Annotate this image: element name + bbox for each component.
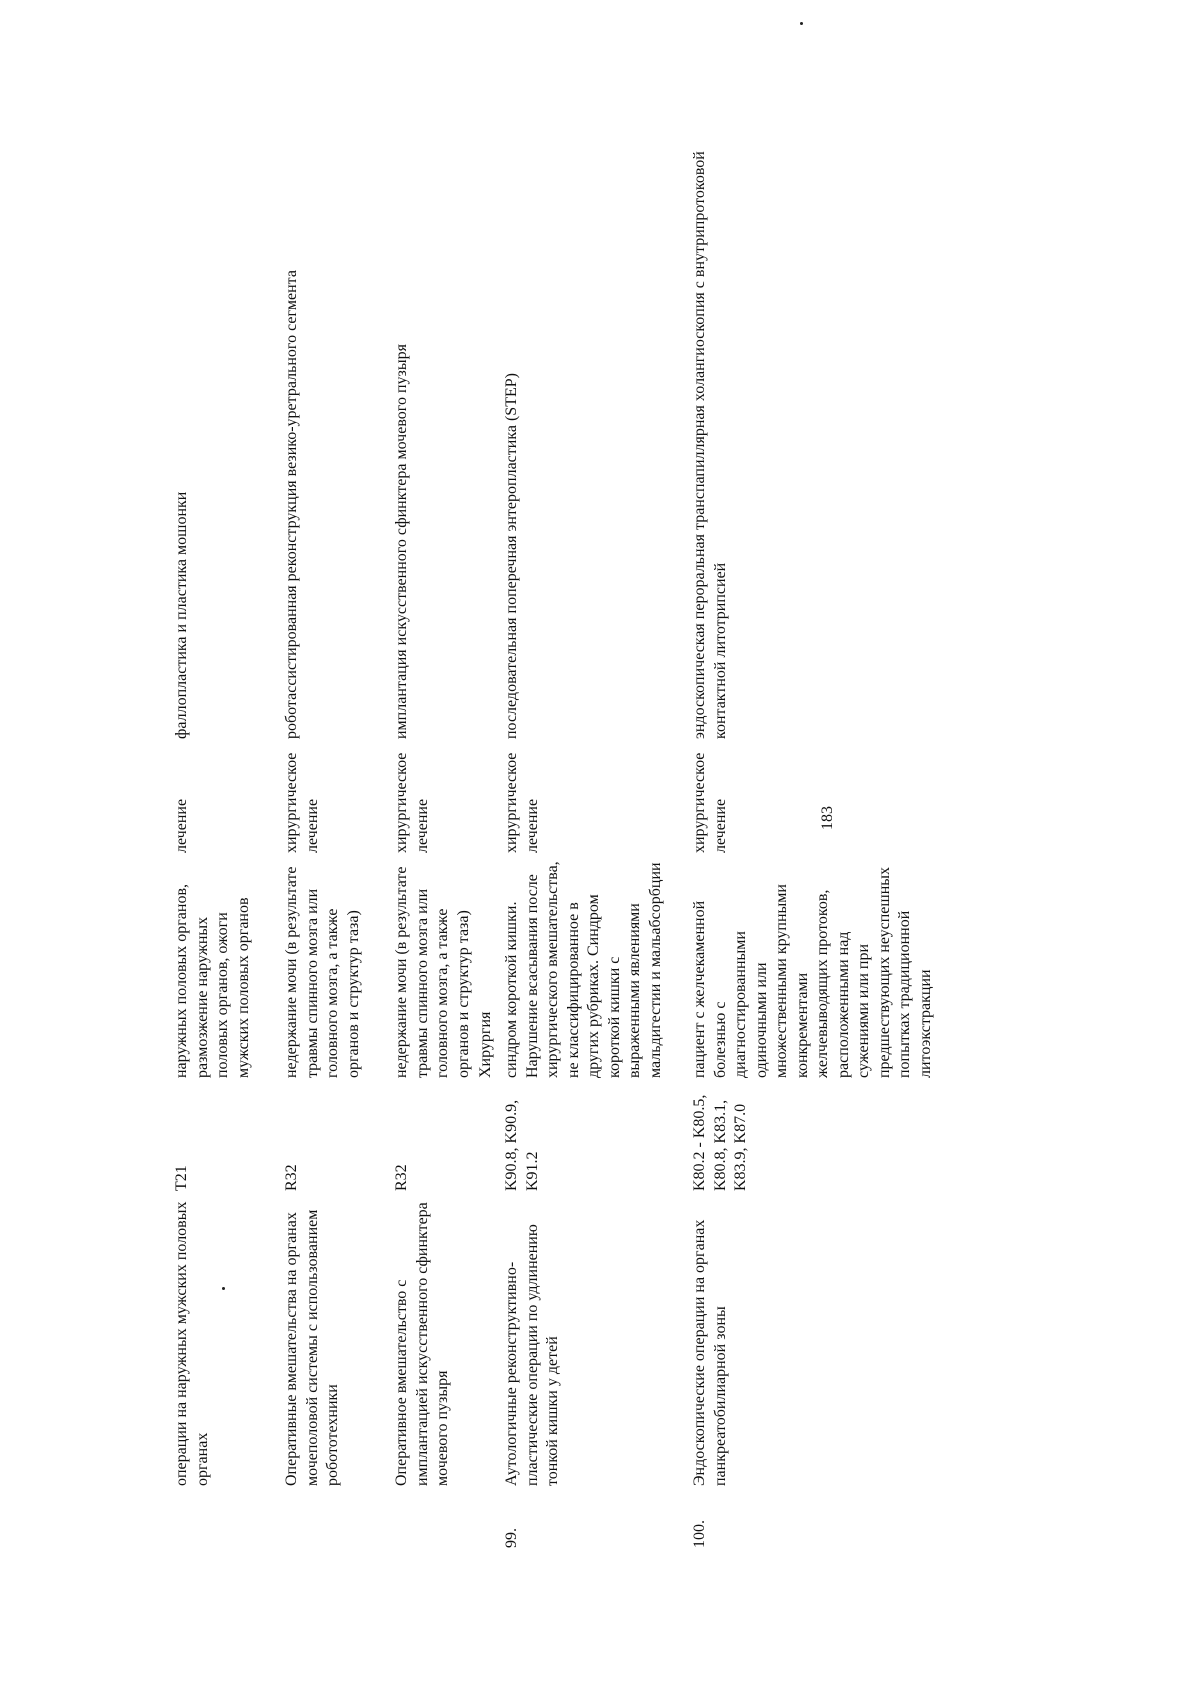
treatment-type: хирургическое лечение <box>393 752 431 853</box>
row-number: 100. <box>691 1520 708 1548</box>
icd-code: R32 <box>283 1164 300 1191</box>
table-row <box>502 48 666 1548</box>
intervention-name: Оперативное вмешательство с имплантацией искусственного сфинктера мочевого пузыря <box>393 1202 451 1486</box>
treatment-type: хирургическое лечение <box>503 752 541 853</box>
patient-model: недержание мочи (в результате травмы спинного мозга или головного мозга, а также органов и структур таза) <box>393 866 472 1078</box>
section-heading: Хирургия <box>477 1011 494 1078</box>
intervention-name: Эндоскопические операции на органах панкреатобилиарной зоны <box>691 1219 729 1486</box>
intervention-name: операции на наружных мужских половых органах <box>173 1201 211 1486</box>
treatment-method: последовательная поперечная энтеропластика (STEP) <box>503 373 520 739</box>
icd-code: K80.2 - K80.5, K80.8, K83.1, K83.9, K87.0 <box>691 1094 749 1191</box>
table-row <box>172 48 254 1548</box>
table-row <box>392 48 474 1548</box>
table-row <box>690 48 936 1548</box>
treatment-method: эндоскопическая пероральная транспапиллярная холангиоскопия с внутрипротоковой контактной литотрипсией <box>691 151 729 739</box>
icd-code: K90.8, K90.9, K91.2 <box>503 1099 541 1191</box>
intervention-name: Аутологичные реконструктивно-пластические операции по удлинению тонкой кишки у детей <box>503 1224 561 1486</box>
scan-speck <box>222 1287 225 1290</box>
intervention-name: Оперативные вмешательства на органах мочеполовой системы с использованием робототехники <box>283 1209 341 1486</box>
treatment-method: роботассистированная реконструкция везико-уретрального сегмента <box>283 270 300 739</box>
treatment-type: хирургическое лечение <box>283 752 321 853</box>
icd-code: R32 <box>393 1164 410 1191</box>
patient-model: синдром короткой кишки. Нарушение всасывания после хирургического вмешательства, не классифицированное в других рубриках. Синдром короткой кишки с выраженными явлениями мальдигестии и мальабсорбции <box>503 861 664 1078</box>
treatment-type: хирургическое лечение <box>691 752 729 853</box>
patient-model: недержание мочи (в результате травмы спинного мозга или головного мозга, а также органов и структур таза) <box>283 866 362 1078</box>
page-number: 183 <box>819 806 836 830</box>
scan-speck <box>800 22 803 25</box>
icd-code: T21 <box>173 1165 190 1191</box>
treatment-method: фаллопластика и пластика мошонки <box>173 491 190 739</box>
procedures-table <box>172 48 936 1548</box>
patient-model: пациент с желчекаменной болезнью с диагностированными одиночными или множественными крупными конкрементами желчевыводящих протоков, расположенными над сужениями или при предшествующих неуспешных попытках традиционной литоэкстракции <box>691 866 934 1078</box>
treatment-type: лечение <box>173 798 190 853</box>
patient-model: наружных половых органов, размозжение наружных половых органов, ожоги мужских половых органов <box>173 883 252 1078</box>
row-number: 99. <box>503 1528 520 1548</box>
treatment-method: имплантация искусственного сфинктера мочевого пузыря <box>393 344 410 739</box>
table-row <box>282 48 364 1548</box>
